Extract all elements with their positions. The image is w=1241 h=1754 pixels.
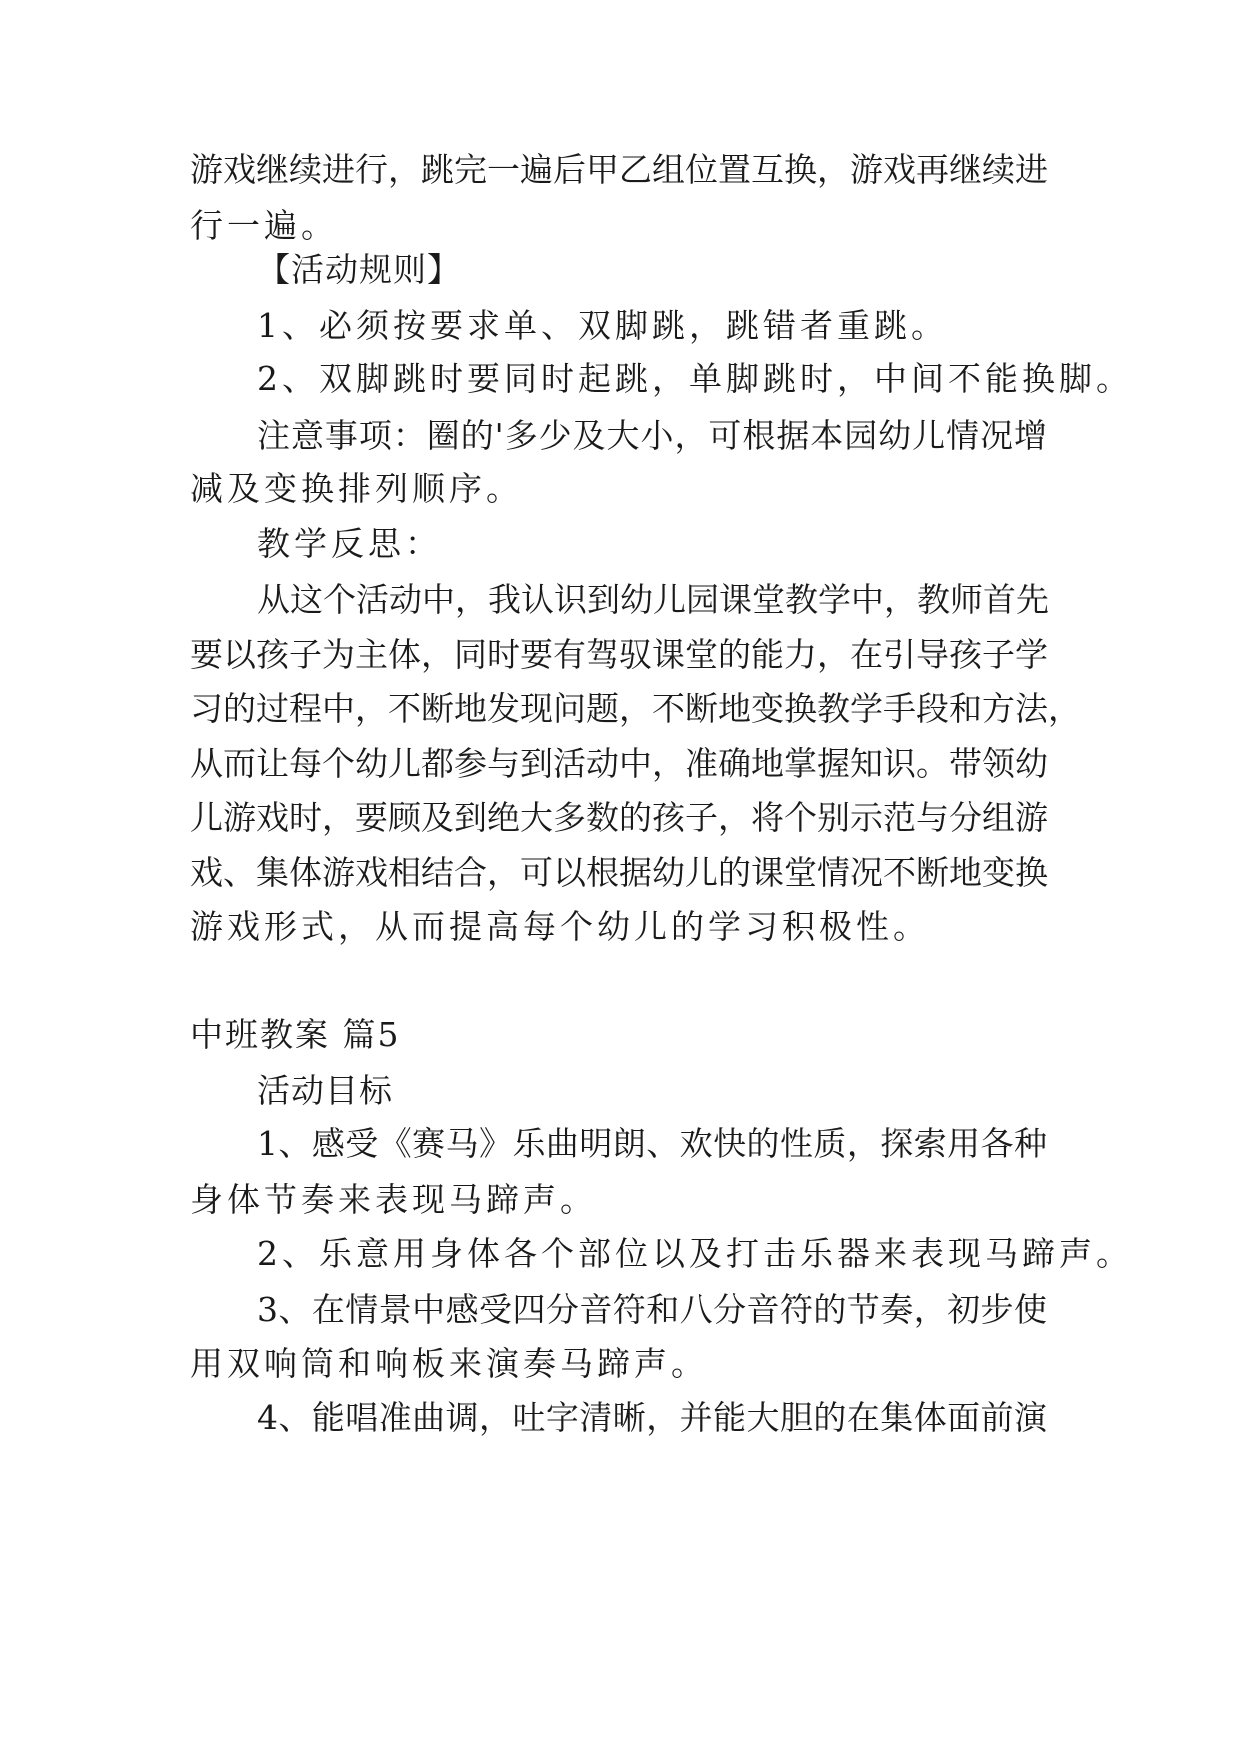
paragraph-line: 游戏形式，从而提高每个幼儿的学习积极性。: [190, 907, 930, 946]
section-heading-activity-rules: 【活动规则】: [257, 250, 461, 289]
goal-item-3: 3、在情景中感受四分音符和八分音符的节奏，初步使: [257, 1290, 1047, 1329]
goal-item-3-cont: 用双响筒和响板来演奏马蹄声。: [190, 1344, 708, 1383]
section-title: 中班教案 篇5: [190, 1015, 401, 1054]
paragraph-line: 儿游戏时，要顾及到绝大多数的孩子，将个别示范与分组游: [190, 798, 1048, 837]
goal-item-4: 4、能唱准曲调，吐字清晰，并能大胆的在集体面前演: [257, 1398, 1047, 1437]
goal-item-1-cont: 身体节奏来表现马蹄声。: [190, 1180, 597, 1219]
paragraph-line: 从而让每个幼儿都参与到活动中，准确地掌握知识。带领幼: [190, 744, 1048, 783]
paragraph-line: 从这个活动中，我认识到幼儿园课堂教学中，教师首先: [257, 580, 1049, 619]
reflection-heading: 教学反思：: [257, 524, 442, 563]
paragraph-line: 要以孩子为主体，同时要有驾驭课堂的能力，在引导孩子学: [190, 635, 1048, 674]
paragraph-line: 戏、集体游戏相结合，可以根据幼儿的课堂情况不断地变换: [190, 853, 1048, 892]
paragraph-line: 游戏继续进行，跳完一遍后甲乙组位置互换，游戏再继续进: [190, 150, 1048, 189]
notes-line: 减及变换排列顺序。: [190, 469, 523, 508]
notes-line: 注意事项：圈的'多少及大小，可根据本园幼儿情况增: [257, 416, 1047, 455]
goal-item-1: 1、感受《赛马》乐曲明朗、欢快的性质，探索用各种: [257, 1124, 1047, 1163]
subsection-heading-activity-goals: 活动目标: [257, 1071, 393, 1110]
rule-item-1: 1、必须按要求单、双脚跳，跳错者重跳。: [257, 306, 948, 345]
rule-item-2: 2、双脚跳时要同时起跳，单脚跳时，中间不能换脚。: [257, 359, 1133, 398]
goal-item-2: 2、乐意用身体各个部位以及打击乐器来表现马蹄声。: [257, 1234, 1133, 1273]
paragraph-line: 行一遍。: [190, 206, 338, 245]
paragraph-line: 习的过程中，不断地发现问题，不断地变换教学手段和方法，: [190, 689, 1081, 728]
